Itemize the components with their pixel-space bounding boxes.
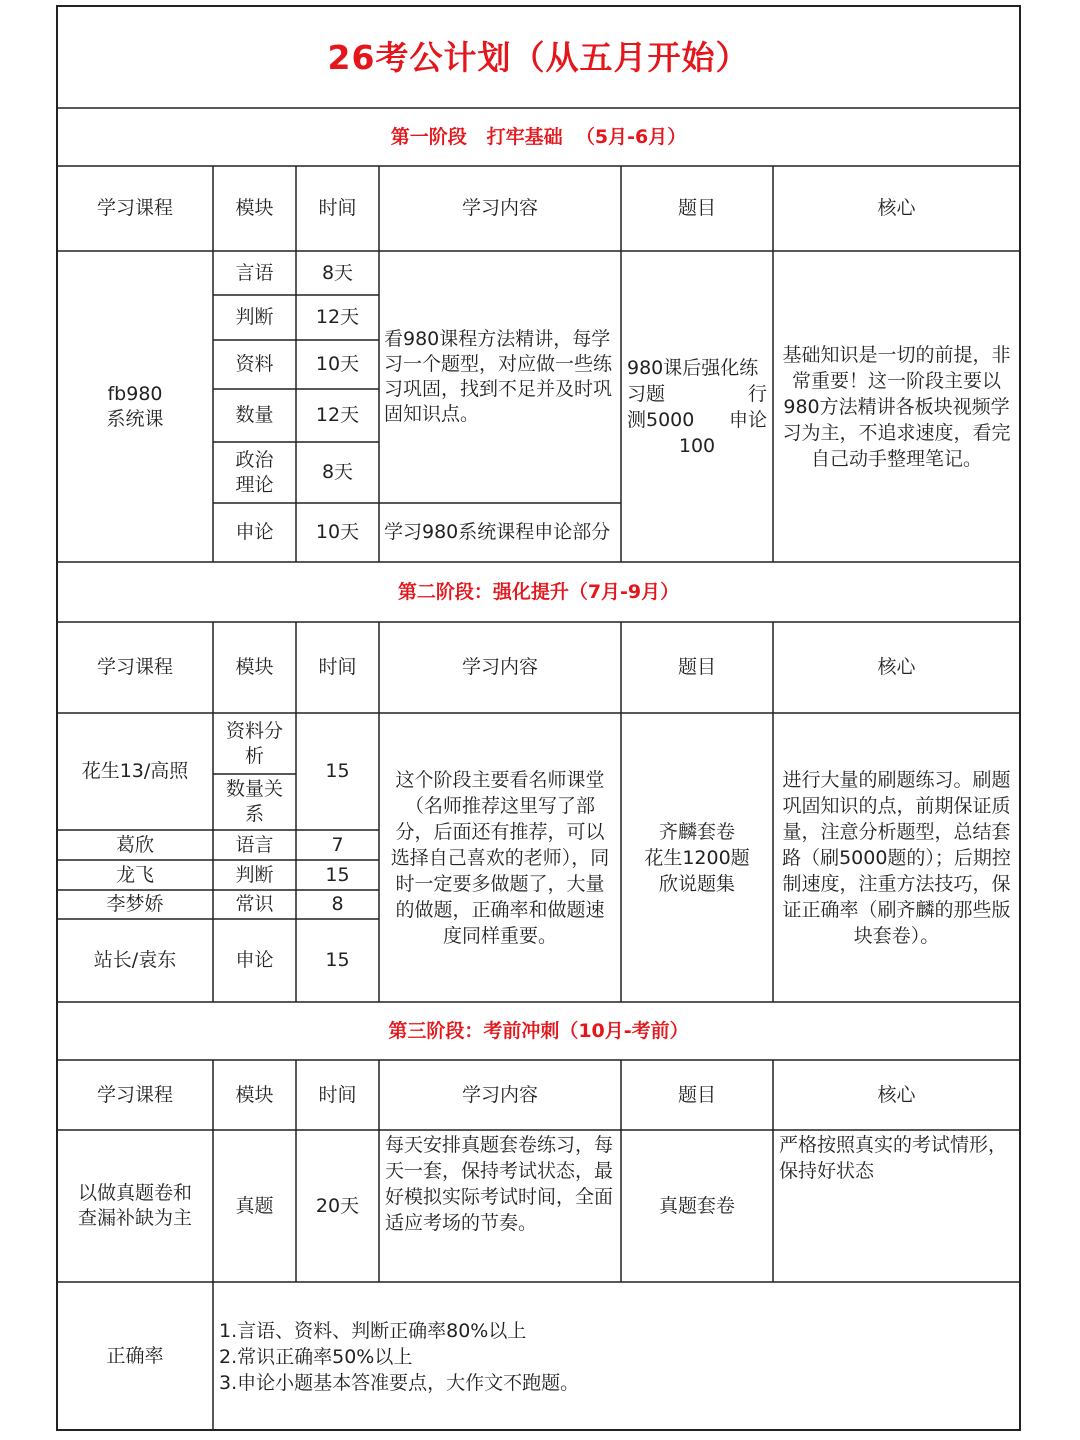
stage2-course: 龙飞 [115,863,154,886]
stage1-content-main: 看980课程方法精讲，每学习一个题型，对应做一些练习巩固，找到不足并及时巩固知识点。 [384,328,613,425]
stage2-course: 站长/袁东 [93,949,177,971]
header-core: 核心 [877,1083,916,1106]
stage2-time: 7 [331,833,344,856]
stage2-content: 这个阶段主要看名师课堂（名师推荐这里写了部分，后面还有推荐，可以选择自己喜欢的老师），同时一定要多做题了，大量的做题，正确率和做题速度同样重要。 [390,768,610,947]
stage1-title: 第一阶段 打牢基础 （5月-6月） [390,125,687,148]
accuracy-item: 3.申论小题基本答准要点，大作文不跑题。 [219,1372,580,1394]
stage2-course: 葛欣 [115,833,154,856]
stage3-questions: 真题套卷 [658,1194,735,1217]
header-content: 学习内容 [461,197,538,219]
stage2-time: 8 [331,893,344,915]
stage1-module: 政治 理论 [235,448,274,496]
stage2-module: 资料分 析 [225,719,283,767]
stage2-module: 申论 [235,949,274,971]
stage1-time: 10天 [315,521,360,543]
questions-line [627,381,767,407]
stage3-title: 第三阶段：考前冲刺（10月-考前） [388,1019,689,1042]
stage2-time: 15 [325,863,350,886]
questions-word: 测5000 [627,409,695,431]
stage1-course: fb980 系统课 [106,382,164,430]
stage2-questions: 齐麟套卷 花生1200题 欣说题集 [644,820,750,895]
header-content: 学习内容 [461,1083,538,1106]
header-course: 学习课程 [96,197,173,219]
accuracy-list [213,1282,1020,1430]
stage2-module: 判断 [235,863,274,886]
header-module: 模块 [235,1083,274,1106]
questions-word: 行 [747,383,767,405]
header-core: 核心 [877,197,916,219]
stage2-course: 花生13/高照 [81,760,189,782]
header-module: 模块 [235,656,274,678]
stage1-time: 8天 [321,461,354,483]
questions-word: 申论 [728,409,767,431]
header-questions: 题目 [677,656,716,678]
stage3-core: 严格按照真实的考试情形，保持好状态 [779,1134,1008,1182]
stage2-time: 15 [325,760,350,782]
accuracy-label: 正确率 [106,1344,164,1367]
stage1-module: 判断 [235,306,274,328]
stage1-time: 12天 [315,404,360,426]
header-time: 时间 [318,656,357,678]
stage2-title: 第二阶段：强化提升（7月-9月） [397,580,680,603]
questions-word: 习题 [627,383,666,405]
stage2-module: 语言 [235,833,274,856]
header-module: 模块 [235,197,274,219]
header-questions: 题目 [677,1083,716,1106]
stage1-time: 10天 [315,353,360,375]
header-core: 核心 [877,656,916,678]
page-title: 26考公计划（从五月开始） [327,37,750,77]
stage2-time: 15 [325,949,350,971]
stage1-questions [621,251,773,562]
header-content: 学习内容 [461,656,538,678]
header-time: 时间 [318,197,357,219]
questions-line: 100 [678,435,716,457]
stage1-module: 言语 [235,261,274,284]
stage3-course: 以做真题卷和 查漏补缺为主 [77,1182,192,1229]
stage3-module: 真题 [235,1194,274,1217]
header-questions: 题目 [677,197,716,219]
stage3-content: 每天安排真题套卷练习，每天一套，保持考试状态，最好模拟实际考试时间，全面适应考场的节奏。 [385,1134,614,1234]
questions-line: 980课后强化练 [627,357,759,379]
stage1-core: 基础知识是一切的前提，非常重要！这一阶段主要以980方法精讲各板块视频学习为主，不追求速度，看完自己动手整理笔记。 [782,343,1011,470]
stage2-core: 进行大量的刷题练习。刷题巩固知识的点，前期保证质量，注意分析题型，总结套路（刷5000题的）；后期控制速度，注重方法技巧，保证正确率（刷齐麟的那些版块套卷）。 [782,768,1011,947]
stage2-module: 数量关 系 [225,778,283,825]
stage2-module: 常识 [235,893,274,915]
stage1-module: 资料 [235,353,274,375]
accuracy-item: 1.言语、资料、判断正确率80%以上 [219,1320,527,1342]
stage2-course: 李梦娇 [106,893,164,915]
header-course: 学习课程 [96,1083,173,1106]
stage1-time: 8天 [321,261,354,284]
stage1-time: 12天 [315,306,360,328]
stage1-module: 数量 [235,404,274,426]
stage3-time: 20天 [315,1194,360,1217]
stage1-module: 申论 [235,521,274,543]
stage1-content-essay: 学习980系统课程申论部分 [384,521,611,543]
accuracy-item: 2.常识正确率50%以上 [219,1346,413,1368]
questions-line [627,407,767,433]
header-course: 学习课程 [96,656,173,678]
header-time: 时间 [318,1083,357,1106]
